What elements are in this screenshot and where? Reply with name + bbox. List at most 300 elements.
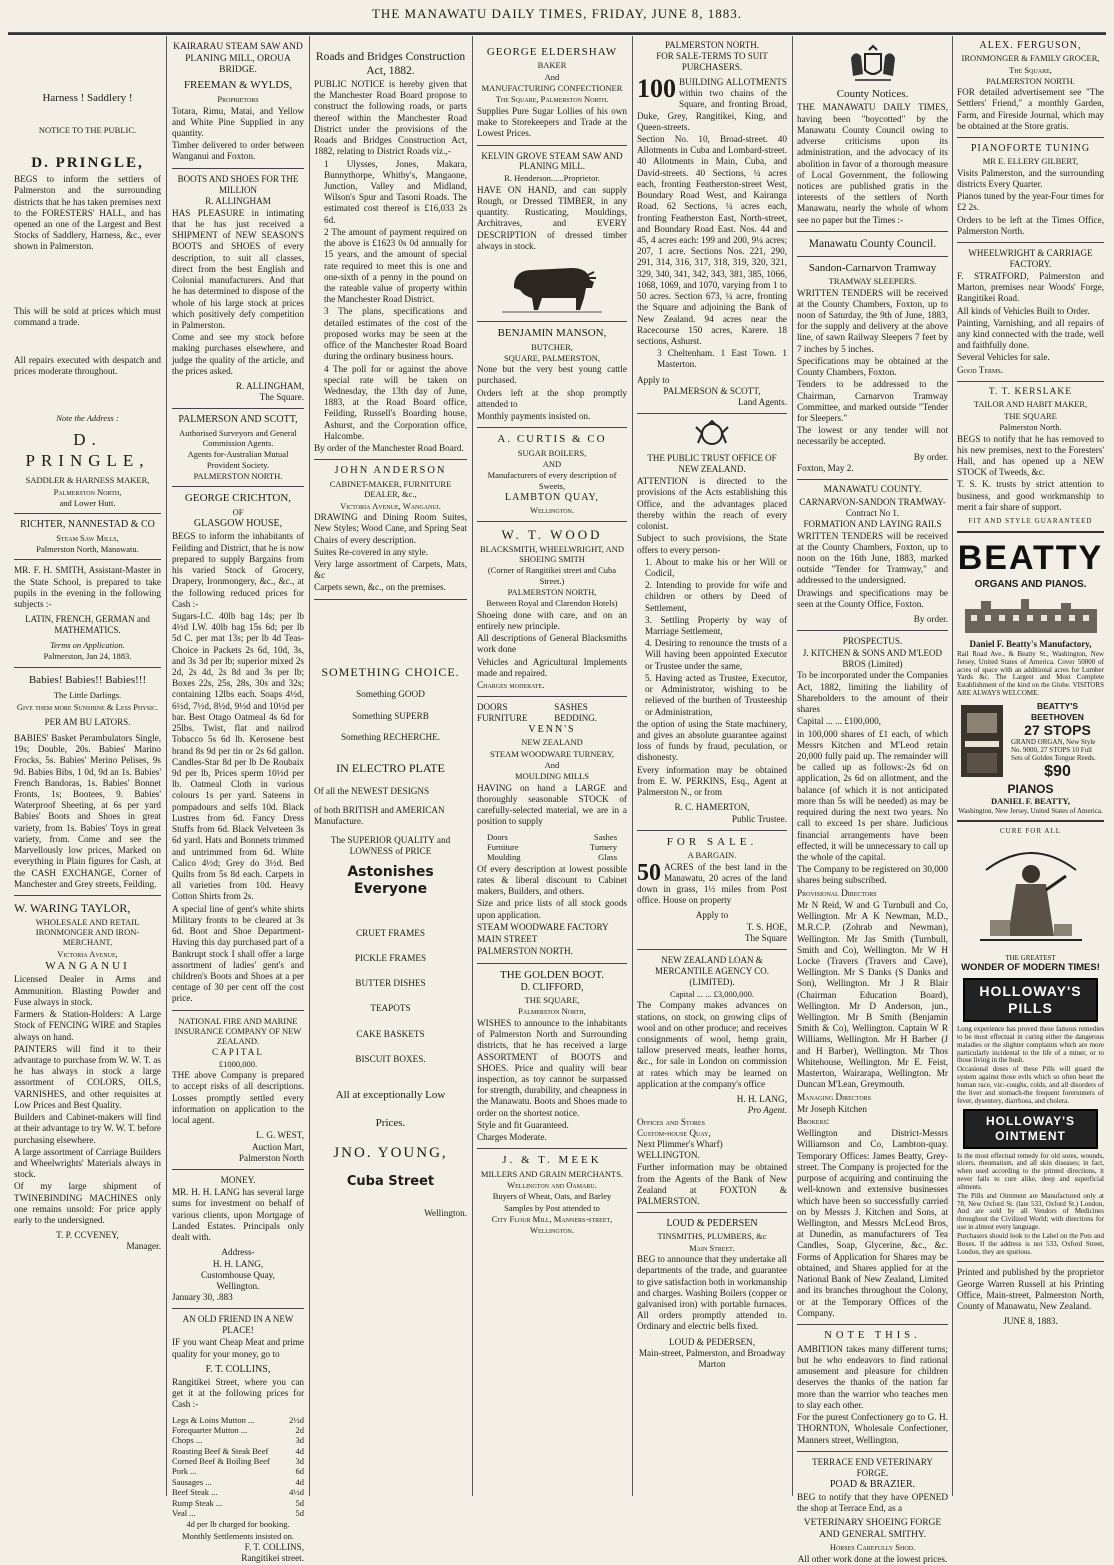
fire-body: THE above Company is prepared to accept risks of all descriptions. Losses promptly settled every information on application to the local agent. xyxy=(172,1070,304,1126)
beatty-text: Rail Road Ave., & Beatty St., Washington, New Jersey, United States of America. Cover 50000 of acres of space with an additional acres for Lumber Yards &c. The Largest and Most Complete Establishment of the kind on the Globe. VISITORS ARE ALWAYS WELCOME. xyxy=(957,650,1104,697)
column-6 xyxy=(793,40,952,1564)
anderson-line: CABINET-MAKER, FURNITURE DEALER, &c., xyxy=(329,479,452,500)
divider xyxy=(314,599,467,600)
smith-date: Palmerston, Jan 24, 1883. xyxy=(43,651,132,662)
gilbert-name: MR E. ELLERY GILBERT, xyxy=(982,156,1079,167)
capital-value: £1000,000. xyxy=(218,1058,258,1069)
crichton-heading: GEORGE CRICHTON, xyxy=(184,492,292,505)
gilbert-ad xyxy=(957,168,1104,237)
allingham-body: HAS PLEASURE in intimating that he has just received a SHIPMENT of NEW SEASON'S BOOTS and SHOES of every description, to suit all classes, direct from the best English and Colonial manufacturers. And that he has determined to dispose of the whole of his large stock at prices which positively defy competition in Palmerston. xyxy=(172,207,304,330)
lollies-ad xyxy=(477,106,627,140)
plate-item: TEAPOTS xyxy=(370,1003,411,1014)
wood-line: (Corner of Rangitikei street and Cuba Street.) xyxy=(487,565,617,586)
eldershaw-heading: GEORGE ELDERSHAW xyxy=(486,46,618,58)
column-2 xyxy=(168,40,308,1564)
note-heading: NOTE THIS. xyxy=(824,1329,921,1341)
trust-item: 4. Desiring to renounce the trusts of a Will having been appointed Executor or Trustee under the same, xyxy=(645,638,787,671)
county-ad xyxy=(797,102,948,225)
directors-list: Mr N Reid, W and G Turnbull and Co, Wellington. Mr A K Newman, M.D., M.R.C.P. (Zohrab and Newman), Wellington. Mr Jas Smith (Turnbull, Smith and Co), Wellington. Mr W H Locke (Travers (Travers and Cave), Wellington. Mr S Danks (S Danks and Son), Wellington. Mr J R Blair (Chairman Education Board), Wellington. Mr D Anderson, jun., Wellington. Mr B Smith (Benjamin Smith & Co), Wellington. Captain W R Williams, Wellington. Mr H Barber (J and H Barber), Wellington. Mr Thos Whitehouse, Wellington. Mr E. Feist, Masterton, Wairarapa, Wellington. Mr Duncan M'Lean, Greymouth. xyxy=(797,899,948,1090)
loud-line: Main Street. xyxy=(689,1242,735,1253)
byorder: By order. xyxy=(913,614,948,625)
crichton-house: GLASGOW HOUSE, xyxy=(193,518,283,530)
twine-text: Of my large shipment of TWINEBINDING MACHINES only one remains unsold: For price apply early to the undersigned. xyxy=(14,1181,161,1226)
hoe-name: T. S. HOE, xyxy=(746,921,787,932)
clifford-line: Palmerston North, xyxy=(518,1006,586,1017)
smith-ad xyxy=(14,565,161,610)
ferguson-line: PALMERSTON NORTH. xyxy=(986,75,1075,86)
painters-text: PAINTERS will find it to their advantage to purchase from W. W. T. as he has always in stock a large assortment of COLORS, OILS, VARNISHES, and other requisites at Low Prices and Best Quality. xyxy=(14,1043,161,1110)
loan-body: The Company makes advances on stations, on stock, on growing clips of wool and on other produce; and receives consignments of wool, hemp grain, tallow preserved meats, leather horns, &c., for sale in London on commission at rates which may be learned on application at the company's office xyxy=(637,1000,787,1089)
richter-line: Palmerston North, Manawatu. xyxy=(36,543,139,554)
palmerson-heading: PALMERSON AND SCOTT, xyxy=(178,414,298,426)
curtis-line: Wellington. xyxy=(529,505,575,516)
proprietors-label: Proprietors xyxy=(217,94,259,105)
prices-text: Prices. xyxy=(375,1116,406,1129)
venn-product: Sashes xyxy=(593,831,617,842)
column-1 xyxy=(10,40,165,1496)
gilbert-body: Visits Palmerston, and the surrounding districts Every Quarter. xyxy=(957,167,1104,189)
piano-heading: PIANOFORTE TUNING xyxy=(970,143,1091,155)
byorder: By order. xyxy=(913,451,948,462)
divider xyxy=(637,413,787,414)
organ-details xyxy=(1011,701,1104,781)
divider xyxy=(172,486,304,487)
orders-text: Orders to be left at the Times Office, Palmerston North. xyxy=(957,214,1104,236)
venn-ad xyxy=(477,783,627,828)
divider xyxy=(477,696,627,697)
meek-line: Wellington. xyxy=(529,1225,575,1236)
babies-sub: The Little Darlings. xyxy=(53,690,122,701)
manuf-text: of both BRITISH and AMERICAN xyxy=(314,804,445,815)
meek-line: MILLERS AND GRAIN MERCHANTS. xyxy=(480,1168,624,1179)
meat-price-list xyxy=(172,1415,304,1519)
superior-text: The SUPERIOR QUALITY and LOWNESS of PRICE xyxy=(330,835,451,857)
manson-body: Orders left at the shop promptly attended to xyxy=(477,387,627,409)
divider xyxy=(797,1451,948,1452)
poad-body: BEG to notify that they have OPENED the shop at Terrace End, as a xyxy=(797,1491,948,1514)
lang-line: Offices and Stores xyxy=(637,1116,705,1127)
imprint-text: Printed and published by the proprietor George Warren Russell at his Printing Office, Main-street, Palmerston North, County of Manawatu, New Zealand. xyxy=(957,1267,1104,1312)
henderson-body: HAVE ON HAND, and can supply Rough, or Dressed TIMBER, in any quantity. Rusticating, Mouldings, Architraves, and EVERY DESCRIPTION of dressed timber always in stock. xyxy=(477,184,627,251)
henderson-ad xyxy=(477,185,627,252)
perambulators-heading: PER AM BU LATORS. xyxy=(44,716,131,727)
divider xyxy=(957,242,1104,243)
pills-ad xyxy=(957,1026,1104,1105)
tender-body: Specifications may be obtained at the County Chambers, Foxton. xyxy=(797,355,948,378)
roads-heading: Roads and Bridges Construction Act, 1882. xyxy=(315,51,466,78)
pills-body: Long experience has proved these famous remedies to be most effectual in curing either the dangerous maladies or the slighter complaints which are more particularly incidental to the life of a miner, or to those living in the bush. xyxy=(957,1025,1104,1065)
crichton-prices: Sugars-I.C. 40lb bag 14s; per lb 4½d I.W. 40lb bag 15s 6d; per lb 5d C. per mat 13s; per lb 4d Teas-Choice in Packets 2s 6d, 10d, 3s, and 3s 3d per lb; superior mixed 2s 2d, 2s 4d, 2s 8d and 3s per lb; Boxes 22s, 25s, 28s, 30s and 32s; containing 12lbs each. Soaps 4½d, 6½d, 7½d, 8½d, 9½d and 10½d per bar. Best Otago Oatmeal 4s 6d for 25lbs. Twist, flat and nailrod Tobacco 5s 6d lb. Kerosene best brand 8s 9d per tin or 2s 6d gallon. Candles-Star 8d per lb De Roubaix 9d per lb, Prices sperm 10½d per lb. Oatmeal Cloth in various colours 1s per yard. Sateens in pompadours and selfs 10d. Black Lustres from 6d. Fancy Dress Stuffs from 6d. Black Velveteen 3s 6d yard. Hats and Bonnets trimmed and untrimmed from 6d. White Calico 4½d; Grey do 3½d. Bed Quilts from 5s 8d each. Carpets in all varieties from 10d. Heavy Cotton Shirts from 2s. xyxy=(172,610,304,902)
pringle-line: Palmerston North, xyxy=(53,486,122,497)
low-text: All at exceptionally Low xyxy=(335,1089,446,1102)
kitchen-heading: J. KITCHEN & SONS AND M'LEOD BROS (Limited) xyxy=(802,647,943,669)
ferguson-line: IRONMONGER & FAMILY GROCER, xyxy=(961,53,1100,64)
other-work: All other work done at the lowest prices. xyxy=(797,1553,948,1564)
manson-ad xyxy=(477,364,627,422)
factory-illustration xyxy=(961,595,1101,635)
curtis-line: Manufacturers of every description of Sweets, xyxy=(487,470,617,491)
venn-ad-2 xyxy=(477,864,627,958)
allingham-heading: R. ALLINGHAM xyxy=(205,195,271,206)
ointment-ad xyxy=(957,1153,1104,1257)
formation-ad xyxy=(797,531,948,611)
allotments-ad xyxy=(637,73,787,371)
wood-line: Between Royal and Clarendon Hotels) xyxy=(486,598,618,609)
divider xyxy=(477,427,627,428)
holloway-pills-banner: HOLLOWAY'S PILLS xyxy=(963,978,1098,1022)
lang-ad xyxy=(637,1162,787,1207)
farmers-text: Farmers & Station-Holders: A Large Stock of FENCING WIRE and Staples always on hand. xyxy=(14,1009,161,1042)
money-sig: H. H. LANG, xyxy=(212,1258,264,1269)
prospectus-heading: PROSPECTUS. xyxy=(842,636,903,647)
palmerson-line: PALMERSTON NORTH. xyxy=(193,471,283,482)
venn-line: And xyxy=(544,760,560,771)
terms-text: Good Terms. xyxy=(957,364,1004,375)
clifford-body: Charges Moderate. xyxy=(477,1132,547,1143)
anderson-ad xyxy=(314,512,467,594)
meek-line: City Flour Mill, Manners-street, xyxy=(491,1214,613,1225)
loud-heading: LOUD & PEDERSEN xyxy=(666,1218,758,1230)
column-3 xyxy=(310,40,471,1496)
designs-text: Of all the NEWEST DESIGNS xyxy=(314,785,430,796)
divider xyxy=(172,1308,304,1309)
divider xyxy=(14,513,161,514)
cuba-street: Cuba Street xyxy=(346,1174,435,1190)
meat-row xyxy=(172,1508,304,1518)
collins-sig: F. T. COLLINS, xyxy=(244,1541,304,1552)
meat-price: 3d xyxy=(295,1456,304,1467)
meat-price: 4d xyxy=(295,1476,304,1487)
land-agents: Land Agents. xyxy=(738,397,787,408)
divider xyxy=(797,630,948,631)
trust-item: 3. Settling Property by way of Marriage Settlement, xyxy=(645,614,787,637)
tender-ad xyxy=(797,288,948,448)
ferguson-line: The Square, xyxy=(1009,64,1052,75)
divider xyxy=(957,531,1104,533)
prices-text: This will be sold at prices which must command a trade. xyxy=(14,305,161,327)
freeman-body: Totara, Rimu, Matai, and Yellow and White Pine Supplied in any quantity. xyxy=(172,105,304,138)
trust-item: 1. About to make his or her Will or Codicil, xyxy=(645,556,787,578)
venn-heading: VENN'S xyxy=(528,724,576,736)
venn-line: STEAM WOODWARE TURNERY, xyxy=(490,748,614,759)
imprint-date: JUNE 8, 1883. xyxy=(1003,1316,1058,1327)
carriage-text: A large assortment of Carriage Builders and Wheelwrights' Materials always in stock. xyxy=(14,1146,161,1180)
butcher-label: BUTCHER, xyxy=(531,341,573,352)
confectioner-label: MANUFACTURING CONFECTIONER xyxy=(481,83,623,94)
clifford-ad xyxy=(477,1018,627,1143)
richter-heading: RICHTER, NANNESTAD & CO xyxy=(20,519,155,531)
money-sig: Customhouse Quay, xyxy=(201,1269,275,1280)
column-5 xyxy=(633,40,791,1496)
boots-heading: BOOTS AND SHOES FOR THE MILLION xyxy=(177,173,299,195)
beatty-ad xyxy=(957,651,1104,697)
pianos-heading: PIANOS xyxy=(1007,781,1054,796)
column-divider xyxy=(166,36,167,1496)
sashes-label: SASHES BEDDING. xyxy=(554,702,597,724)
something-superb: Something SUPERB xyxy=(352,710,429,721)
fit-text: FIT AND STYLE GUARANTEED xyxy=(968,517,1093,526)
meat-item: Corned Beef & Boiling Beef xyxy=(172,1456,270,1467)
manager-name: T. P. CCVENEY, xyxy=(56,1230,119,1241)
bargain-label: A BARGAIN. xyxy=(687,850,737,861)
venn-product-row xyxy=(487,852,617,862)
divider xyxy=(797,479,948,480)
venn-product: Doors xyxy=(487,831,508,842)
babies-ad xyxy=(14,733,161,890)
meat-price: 2½d xyxy=(289,1414,304,1425)
crichton-ad xyxy=(172,531,304,1004)
meat-row xyxy=(172,1415,304,1425)
forsale-heading: FOR SALE. xyxy=(666,835,758,848)
meat-price: 5d xyxy=(295,1507,304,1518)
masthead-rule-thin xyxy=(8,32,1106,33)
vet-heading: VETERINARY SHOEING FORGE AND GENERAL SMITHY. xyxy=(803,1518,942,1540)
collins-heading: F. T. COLLINS, xyxy=(205,1363,271,1375)
apply-label: Apply to xyxy=(637,374,670,385)
meat-price: 3d xyxy=(295,1435,304,1446)
formation-heading: FORMATION AND LAYING RAILS xyxy=(803,518,942,529)
stratford-ad xyxy=(957,271,1104,376)
friend-ad xyxy=(172,1337,304,1359)
venn-product: Turnery xyxy=(589,842,617,853)
trust-body: ATTENTION is directed to the provisions of the Acts establishing this Office, and the advantages placed thereby within the reach of every colonist. xyxy=(637,476,787,532)
kerslake-ad xyxy=(957,434,1104,514)
and-label: And xyxy=(544,71,560,82)
kitchen-body: in 100,000 shares of £1 each, of which Messrs Kitchen and M'Leod retain 20,000 fully paid up. The remainder will be called up as follows:-2s 6d on application, 2s 6d on allotment, and the balance (of which it is not anticipated more than 5s will be needed) as may be required during the next two years. No call to exceed 1s per share. Judicious financial arrangements have been effected, it will be unnecessary to call up the whole of the capital. xyxy=(797,728,948,862)
babies-sub: Give them more Sunshine & Less Physic. xyxy=(16,701,159,712)
meat-price: 4d xyxy=(295,1445,304,1456)
venn-banner xyxy=(477,702,627,724)
kelvin-heading: KELVIN GROVE STEAM SAW AND PLANING MILL. xyxy=(481,150,623,172)
money-date: January 30, .883 xyxy=(172,1292,233,1303)
divider xyxy=(637,830,787,831)
masthead-rule xyxy=(8,33,1106,35)
pn-label: Palmerston North. xyxy=(999,422,1062,433)
meat-row xyxy=(172,1446,304,1456)
trustee-label: Public Trustee. xyxy=(731,813,787,824)
babies-heading: Babies! Babies!! Babies!!! xyxy=(28,673,147,686)
pringle-line: SADDLER & HARNESS MAKER, xyxy=(25,475,150,486)
beatty-manufactory: Daniel F. Beatty's Manufactory, xyxy=(969,639,1092,650)
kitchen-body: To be incorporated under the Companies Act, 1882, limiting the liability of Shareholders to the amount of their shares xyxy=(797,670,948,715)
lots-text-2: 3 Cheltenham. 1 East Town. 1 Masterton. xyxy=(657,348,787,370)
manson-heading: BENJAMIN MANSON, xyxy=(497,327,607,340)
meat-row xyxy=(172,1456,304,1466)
brokers-heading: Brokers: xyxy=(797,1116,830,1127)
waring-body: Licensed Dealer in Arms and Ammunition. Blasting Powder and Fuse always in stock. xyxy=(14,974,161,1007)
divider xyxy=(797,256,948,257)
meek-line: Samples by Post attended to xyxy=(504,1202,600,1213)
lang-line: WELLINGTON. xyxy=(637,1150,700,1161)
note-body: For the purest Confectionery go to G. H. THORNTON, Wholesale Confectioner, Manners street, Wellington. xyxy=(797,1412,948,1445)
meek-line: Wellington and Oamaru. xyxy=(507,1180,597,1191)
crichton-more: A special line of gent's white shirts Military fronts to be cleared at 3s 6d. Boot and Shoe Department-Having this day purchased part of a Bankrupt stock I shall offer a large assortment of ladies' gent's and children's Boots and Shoes at a per centage of 30 per cent off the cost price. xyxy=(172,903,304,1004)
ointment-body: Is the most effectual remedy for old sores, wounds, ulcers, rheumatism, and all skin diseases; in fact, when used according to the printed directions, it never fails to cure alike, deep and superficial ailments. xyxy=(957,1151,1104,1191)
wood-charges: Charges moderate. xyxy=(477,680,545,691)
roads-item: 1 Ulysses, Jones, Makara, Bunnythorpe, Whitby's, Mangaone, Junction, Valley and Midland, Wilson's Spur and Tasoni Roads. The estimated cost thereof is £16,033 2s 6d. xyxy=(324,158,467,225)
curtis-line: LAMBTON QUAY, xyxy=(505,492,599,504)
harness-heading: Harness ! Saddlery ! xyxy=(42,92,133,104)
venn-body: HAVING on hand a LARGE and thoroughly seasonable STOCK of carefully-selected material, we are in a position to supply xyxy=(477,782,627,827)
wood-line: BLACKSMITH, WHEELWRIGHT, AND SHOEING SMITH xyxy=(479,543,624,564)
venn-body: MAIN STREET xyxy=(477,934,538,945)
repairs-text: All repairs executed with despatch and prices moderate throughout. xyxy=(14,355,161,377)
venn-product-row xyxy=(487,832,617,842)
venn-product: Moulding xyxy=(487,852,521,863)
clifford-heading: D. CLIFFORD, xyxy=(520,981,584,993)
waring-ad xyxy=(14,974,161,1226)
organ-illustration xyxy=(957,701,1007,781)
money-heading: MONEY. xyxy=(220,1175,256,1185)
loud-line: TINSMITHS, PLUMBERS, &c xyxy=(657,1231,767,1242)
curtis-line: AND xyxy=(542,459,562,470)
ferguson-body: FOR detailed advertisement see "The Settlers' Friend," a monthly Garden, Farm, and Fireside Journal, which may be obtained at the Store gratis. xyxy=(957,87,1104,131)
palmerson-line: Agents for-Australian Mutual Provident Society. xyxy=(187,449,289,470)
meat-note: 4d per lb charged for booking. xyxy=(186,1519,290,1530)
baker-label: BAKER xyxy=(537,60,567,71)
meat-price: 6d xyxy=(295,1466,304,1477)
divider xyxy=(172,1169,304,1170)
boot-heading: THE GOLDEN BOOT. xyxy=(500,968,604,981)
clifford-line: THE SQUARE, xyxy=(524,995,580,1006)
lang-name: H. H. LANG, xyxy=(736,1094,787,1105)
trust-item: 2. Intending to provide for wife and children or others by Deed of Settlement, xyxy=(645,580,787,613)
prices-ad xyxy=(14,306,161,328)
greatest-label: THE GREATEST xyxy=(1005,953,1056,962)
fifty-ad xyxy=(637,859,787,907)
anderson-heading: JOHN ANDERSON xyxy=(334,465,447,477)
builders-text: Builders and Cabinet-makers will find at their advantage to try W. W. T. before purchasing elsewhere. xyxy=(14,1112,161,1145)
crichton-of: OF xyxy=(232,506,244,517)
venn-product-row xyxy=(487,842,617,852)
wood-ad xyxy=(477,610,627,692)
stratford-body: F. STRATFORD, Palmerston and Marton, premises near Woods' Forge, Rangitikei Road. xyxy=(957,270,1104,304)
meat-row xyxy=(172,1466,304,1476)
plate-item: BISCUIT BOXES. xyxy=(355,1053,426,1064)
fifty-number: 50 xyxy=(637,859,661,886)
venn-line: MOULDING MILLS xyxy=(515,771,589,782)
meat-row xyxy=(172,1425,304,1435)
hundred-text: BUILDING ALLOTMENTS within two chains of the Square, and fronting Broad, Duke, Grey, Rangitikei, King, and Queen-streets. xyxy=(637,76,787,132)
sale-heading: FOR SALE-TERMS TO SUIT PURCHASERS. xyxy=(656,50,768,72)
fifty-text: ACRES of the best land in the Manawatu, 20 acres of the land down in grass, 1½ miles from Post office. House on property xyxy=(637,861,787,906)
organs-heading: ORGANS AND PIANOS. xyxy=(974,579,1087,591)
loan-ad xyxy=(637,1000,787,1090)
divider xyxy=(637,949,787,950)
notice-heading: NOTICE TO THE PUBLIC. xyxy=(38,125,137,136)
friend-body-2: Rangitikei Street, where you can get it at the following prices for Cash :- xyxy=(172,1376,304,1410)
divider xyxy=(172,408,304,409)
public-notice: PUBLIC NOTICE is hereby given that the Manchester Road Board propose to construct the following roads, or parts thereof within the Manchester Road District under the provisions of the Roads and Bridges Construction Act, 1882, relating to District Roads viz.,- xyxy=(314,79,467,157)
manson-square: SQUARE, PALMERSTON, xyxy=(503,352,601,363)
sleepers-heading: TRAMWAY SLEEPERS. xyxy=(828,276,917,287)
trust-heading: THE PUBLIC TRUST OFFICE OF NEW ZEALAND. xyxy=(647,453,777,475)
column-4 xyxy=(473,40,631,1496)
pro-agent: Pro Agent. xyxy=(747,1105,787,1116)
carpets-text-2: Carpets sewn, &c., on the premises. xyxy=(314,582,446,593)
venn-body: Size and price lists of all stock goods upon application. xyxy=(477,898,627,920)
loud-sig: LOUD & PEDERSEN, xyxy=(668,1336,755,1347)
pn-heading: PALMERSTON NORTH. xyxy=(665,40,759,50)
directors-heading: Provisional Directors xyxy=(797,887,877,898)
beatty-logo: BEATTY xyxy=(957,538,1104,577)
trusts-text: T. S. K. trusts by strict attention to business, and good workmanship to merit a fair share of support. xyxy=(957,479,1104,512)
vehicles-text: All kinds of Vehicles Built to Order. xyxy=(957,305,1090,316)
collins-addr: Rangitikei street. xyxy=(241,1553,304,1564)
masthead-title: THE MANAWATU DAILY TIMES, FRIDAY, JUNE 8, 1883. xyxy=(371,6,743,21)
roads-ad xyxy=(314,79,467,454)
managing-name: Mr Joseph Kitchen xyxy=(797,1103,867,1114)
fire-heading: NATIONAL FIRE AND MARINE INSURANCE COMPANY OF NEW ZEALAND. xyxy=(174,1015,302,1047)
manuf-text-2: Manufacture. xyxy=(314,816,364,826)
loan-capital: Capital ... ... £3,000,000. xyxy=(669,988,755,999)
smith-body: MR. F. H. SMITH, Assistant-Master in the State School, is prepared to take pupils in the evening in the following subjects :- xyxy=(14,565,161,609)
divider xyxy=(477,1148,627,1149)
tuned-text: Pianos tuned by the year-Four times for £2 2s. xyxy=(957,191,1104,213)
managing-heading: Managing Directors xyxy=(797,1091,871,1102)
meek-heading: J. & T. MEEK xyxy=(502,1154,602,1167)
plate-item: CAKE BASKETS xyxy=(356,1028,425,1039)
meat-item: Beef Steak ... xyxy=(172,1487,218,1498)
pringle-heading-2: D. PRINGLE, xyxy=(25,429,150,470)
formation-body: WRITTEN TENDERS will be received at the County Chambers, Foxton, up to noon on the 16th June, 1883, marked outside "Tender for Tramway," and addressed to the undersigned. xyxy=(797,530,948,586)
divider xyxy=(172,1010,304,1011)
beethoven-heading: BEATTY'S BEETHOVEN xyxy=(1031,701,1084,722)
divider xyxy=(14,559,161,560)
meat-price: 5d xyxy=(295,1497,304,1508)
meat-item: Rump Steak ... xyxy=(172,1497,223,1508)
pringle-body: BEGS to inform the settlers of Palmerston and the surrounding districts that he has taken premises next to the FORESTERS' HALL, and has opened an one of the Largest and Best Stocks of Saddlery, Harness, &c., ever shown in Palmerston. xyxy=(14,174,161,252)
meat-item: Pork ... xyxy=(172,1466,197,1477)
divider xyxy=(477,963,627,964)
divider xyxy=(477,521,627,522)
waring-line: Victoria Avenue, xyxy=(57,948,118,959)
anderson-line: Victoria Avenue, Wanganui. xyxy=(340,500,441,511)
clifford-body: WISHES to announce to the inhabitants of Palmerston North and Surrounding districts, that he has received a large ASSORTMENT of BOOTS and SHOES. Price and quality will bear inspection, as toy cannot be surpassed for strength, durability, and cheapness in the Manawatu. Boots and Shoes made to order on the shortest notice. xyxy=(477,1017,627,1118)
divider xyxy=(957,137,1104,138)
terrace-heading: TERRACE END VETERINARY FORGE. xyxy=(812,1456,933,1478)
grand-organ-text: GRAND ORGAN, New Style No. 9000, 27 STOPS 10 Full Sets of Golden Tongue Reeds. xyxy=(1011,738,1096,762)
masthead xyxy=(0,0,1114,40)
wood-heading: W. T. WOOD xyxy=(501,526,603,542)
carpets-text: Very large assortment of Carpets, Mats, &c xyxy=(314,559,467,581)
divider xyxy=(957,820,1104,822)
trust-body: Every information may be obtained from E. W. PERKINS, Esq., Agent at Palmerston N., or from xyxy=(637,764,787,798)
ointment-body: The Pills and Ointment are Manufactured only at 78, New Oxford St. (late 533, Oxford St.) London, And are sold by all Vendors of Medicines throughout the Civilized World; with directions for use in almost every language. xyxy=(957,1191,1104,1232)
meat-item: Sausages ... xyxy=(172,1476,212,1487)
meat-price: 4½d xyxy=(289,1487,304,1498)
young-heading: JNO. YOUNG, xyxy=(333,1144,448,1161)
manager-role: Manager. xyxy=(126,1241,161,1252)
doors-label: DOORS FURNITURE xyxy=(477,702,528,724)
ointment-body: Purchasers should look to the Label on the Pots and Boxes. If the address is not 533, Oxford Street, London, they are spurious. xyxy=(957,1231,1104,1256)
friend-body: IF you want Cheap Meat and prime quality for your money, go to xyxy=(172,1337,304,1359)
curtis-line: SUGAR BOILERS, xyxy=(517,447,587,458)
poad-ad xyxy=(797,1492,948,1514)
wood-body: All descriptions of General Blacksmiths work done xyxy=(477,633,627,655)
meat-item: Chops ... xyxy=(172,1435,203,1446)
divider xyxy=(314,459,467,460)
pringle-line: and Lower Hutt. xyxy=(59,498,116,509)
meat-item: Forequarter Mutton ... xyxy=(172,1424,248,1435)
fire-agent: Auction Mart, xyxy=(251,1141,304,1152)
fire-agent: L. G. WEST, xyxy=(256,1130,304,1141)
tailor-label: TAILOR AND HABIT MAKER, xyxy=(973,399,1088,410)
poad-heading: POAD & BRAZIER. xyxy=(829,1478,916,1490)
manson-body: Monthly payments insisted on. xyxy=(477,411,591,422)
roads-item: 2 The amount of payment required on the above is £1623 0s 0d annually for 15 years, and the amount of special rate required to meet this is one and one-sixth of a penny in the pound on the rateable value of property within the Manchester Road District. xyxy=(324,226,467,305)
loan-heading: NEW ZEALAND LOAN & MERCANTILE AGENCY CO. (LIMITED). xyxy=(655,955,769,987)
